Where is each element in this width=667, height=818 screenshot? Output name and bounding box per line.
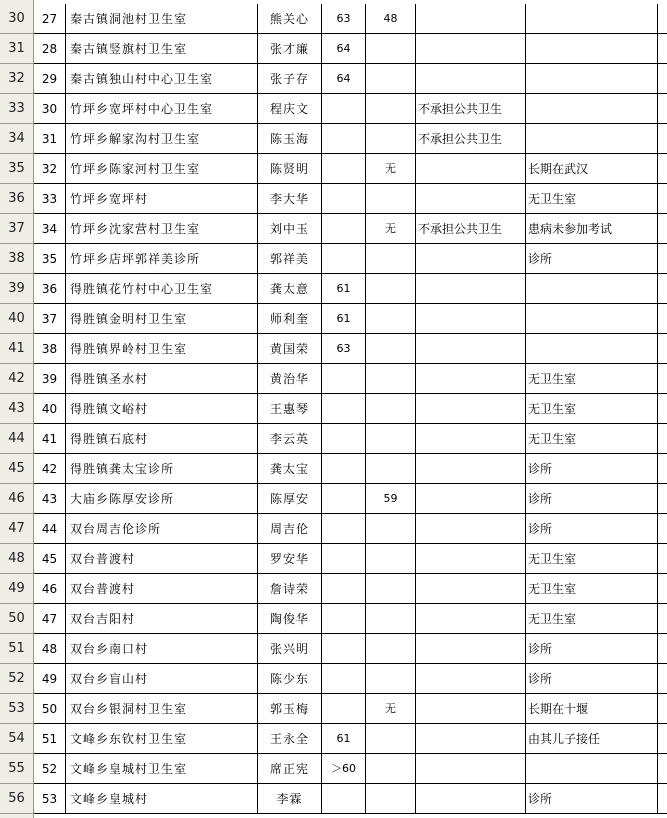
cell-score-2[interactable] [366,664,416,694]
cell-person-name[interactable]: 陶俊华 [258,604,322,634]
cell-clinic-name[interactable]: 双台吉阳村 [66,604,258,634]
cell-score-2[interactable] [366,454,416,484]
cell-clinic-name[interactable]: 竹坪乡宽坪村中心卫生室 [66,94,258,124]
cell-clinic-name[interactable]: 竹坪乡解家沟村卫生室 [66,124,258,154]
row-header-number[interactable]: 34 [0,124,34,154]
cell-note-public-health[interactable] [416,424,526,454]
cell-note-public-health[interactable] [416,454,526,484]
cell-score-1[interactable] [322,454,366,484]
cell-index[interactable]: 47 [34,604,66,634]
cell-person-name[interactable]: 周吉伦 [258,514,322,544]
cell-next-column[interactable] [658,724,667,754]
cell-next-column[interactable] [658,244,667,274]
table-row [0,544,667,574]
row-header-number[interactable]: 53 [0,694,34,724]
cell-next-column[interactable] [658,604,667,634]
cell-clinic-name[interactable]: 文峰乡东钦村卫生室 [66,724,258,754]
table-row [0,514,667,544]
cell-next-column[interactable] [658,124,667,154]
cell-next-column[interactable] [658,574,667,604]
row-header-number[interactable]: 39 [0,274,34,304]
cell-clinic-name[interactable]: 秦古镇独山村中心卫生室 [66,64,258,94]
cell-person-name[interactable]: 陈玉海 [258,124,322,154]
row-header-number[interactable]: 51 [0,634,34,664]
cell-next-column[interactable] [658,694,667,724]
cell-score-2[interactable] [366,184,416,214]
cell-score-1[interactable] [322,544,366,574]
cell-clinic-name[interactable]: 得胜镇金明村卫生室 [66,304,258,334]
cell-next-column[interactable] [658,544,667,574]
cell-note-public-health[interactable]: 不承担公共卫生 [416,214,526,244]
cell-remark[interactable]: 无卫生室 [526,424,658,454]
row-header-number[interactable]: 37 [0,214,34,244]
table-row [0,574,667,604]
table-row [0,454,667,484]
cell-remark[interactable]: 诊所 [526,634,658,664]
row-header-number[interactable]: 54 [0,724,34,754]
cell-note-public-health[interactable] [416,574,526,604]
cell-person-name[interactable]: 龚太意 [258,274,322,304]
cell-score-2[interactable] [366,544,416,574]
cell-note-public-health[interactable] [416,274,526,304]
cell-index[interactable]: 37 [34,304,66,334]
cell-index[interactable]: 49 [34,664,66,694]
row-header-number[interactable]: 46 [0,484,34,514]
cell-score-2[interactable] [366,124,416,154]
row-header-number[interactable]: 45 [0,454,34,484]
cell-index[interactable]: 50 [34,694,66,724]
cell-next-column[interactable] [658,754,667,784]
cell-remark[interactable]: 诊所 [526,664,658,694]
cell-person-name[interactable]: 陈厚安 [258,484,322,514]
table-row [0,64,667,94]
cell-score-1[interactable] [322,664,366,694]
cell-score-1[interactable] [322,214,366,244]
table-row [0,784,667,814]
cell-score-2[interactable] [366,244,416,274]
cell-next-column[interactable] [658,274,667,304]
cell-score-2[interactable] [366,724,416,754]
cell-next-column[interactable] [658,364,667,394]
cell-clinic-name[interactable]: 文峰乡皇城村 [66,784,258,814]
cell-clinic-name[interactable]: 秦古镇洞池村卫生室 [66,4,258,34]
cell-person-name[interactable]: 李霖 [258,784,322,814]
cell-index[interactable]: 40 [34,394,66,424]
cell-note-public-health[interactable] [416,634,526,664]
cell-score-2[interactable]: 59 [366,484,416,514]
cell-person-name[interactable]: 郭祥美 [258,244,322,274]
cell-person-name[interactable]: 程庆文 [258,94,322,124]
cell-note-public-health[interactable] [416,64,526,94]
cell-index[interactable]: 42 [34,454,66,484]
cell-score-1[interactable] [322,364,366,394]
cell-remark[interactable]: 患病未参加考试 [526,214,658,244]
cell-note-public-health[interactable] [416,724,526,754]
cell-score-1[interactable] [322,694,366,724]
cell-score-1[interactable]: 61 [322,304,366,334]
cell-score-1[interactable] [322,604,366,634]
cell-next-column[interactable] [658,214,667,244]
cell-remark[interactable]: 诊所 [526,244,658,274]
cell-remark[interactable] [526,124,658,154]
cell-person-name[interactable]: 王永全 [258,724,322,754]
cell-note-public-health[interactable] [416,34,526,64]
cell-remark[interactable]: 无卫生室 [526,544,658,574]
cell-remark[interactable] [526,64,658,94]
cell-clinic-name[interactable]: 得胜镇圣水村 [66,364,258,394]
cell-score-2[interactable] [366,364,416,394]
cell-remark[interactable]: 长期在十堰 [526,694,658,724]
cell-remark[interactable]: 诊所 [526,514,658,544]
table-row [0,484,667,514]
cell-note-public-health[interactable] [416,244,526,274]
table-row [0,754,667,784]
cell-index[interactable]: 35 [34,244,66,274]
table-row [0,274,667,304]
cell-note-public-health[interactable] [416,694,526,724]
table-row [0,304,667,334]
cell-next-column[interactable] [658,454,667,484]
cell-score-1[interactable] [322,394,366,424]
cell-person-name[interactable]: 黄国荣 [258,334,322,364]
cell-score-2[interactable] [366,274,416,304]
table-row [0,214,667,244]
cell-note-public-health[interactable] [416,184,526,214]
cell-score-1[interactable] [322,94,366,124]
cell-remark[interactable]: 无卫生室 [526,394,658,424]
cell-score-2[interactable]: 无 [366,694,416,724]
row-header-number[interactable]: 49 [0,574,34,604]
cell-person-name[interactable]: 詹诗荣 [258,574,322,604]
cell-next-column[interactable] [658,634,667,664]
cell-score-2[interactable] [366,514,416,544]
cell-index[interactable]: 32 [34,154,66,184]
cell-score-1[interactable] [322,634,366,664]
row-header-number[interactable]: 35 [0,154,34,184]
cell-score-1[interactable]: 61 [322,724,366,754]
cell-clinic-name[interactable]: 得胜镇花竹村中心卫生室 [66,274,258,304]
cell-next-column[interactable] [658,334,667,364]
cell-index[interactable]: 51 [34,724,66,754]
table-row [0,94,667,124]
cell-remark[interactable]: 长期在武汉 [526,154,658,184]
cell-clinic-name[interactable]: 文峰乡皇城村卫生室 [66,754,258,784]
row-header-number[interactable]: 56 [0,784,34,814]
row-header-number[interactable]: 41 [0,334,34,364]
cell-person-name[interactable]: 李大华 [258,184,322,214]
table-row [0,724,667,754]
cell-remark[interactable]: 由其儿子接任 [526,724,658,754]
table-row [0,184,667,214]
cell-next-column[interactable] [658,304,667,334]
cell-score-2[interactable] [366,304,416,334]
cell-note-public-health[interactable] [416,304,526,334]
cell-score-1[interactable]: 64 [322,64,366,94]
cell-score-2[interactable] [366,394,416,424]
cell-score-2[interactable]: 无 [366,214,416,244]
cell-remark[interactable]: 诊所 [526,454,658,484]
cell-note-public-health[interactable] [416,784,526,814]
cell-score-1[interactable] [322,244,366,274]
cell-person-name[interactable]: 席正宪 [258,754,322,784]
cell-next-column[interactable] [658,184,667,214]
cell-remark[interactable]: 无卫生室 [526,364,658,394]
cell-note-public-health[interactable] [416,484,526,514]
cell-clinic-name[interactable]: 秦古镇竖旗村卫生室 [66,34,258,64]
cell-index[interactable]: 36 [34,274,66,304]
cell-index[interactable]: 31 [34,124,66,154]
cell-remark[interactable]: 无卫生室 [526,604,658,634]
cell-score-2[interactable] [366,604,416,634]
cell-score-1[interactable] [322,574,366,604]
cell-index[interactable]: 53 [34,784,66,814]
table-row [0,154,667,184]
cell-score-1[interactable] [322,184,366,214]
cell-score-2[interactable] [366,574,416,604]
cell-index[interactable]: 52 [34,754,66,784]
cell-score-2[interactable] [366,754,416,784]
cell-remark[interactable]: 诊所 [526,484,658,514]
cell-note-public-health[interactable] [416,394,526,424]
cell-score-2[interactable] [366,64,416,94]
cell-score-2[interactable] [366,634,416,664]
row-header-number[interactable]: 50 [0,604,34,634]
table-row [0,124,667,154]
cell-index[interactable]: 45 [34,544,66,574]
row-header-number[interactable]: 33 [0,94,34,124]
cell-score-2[interactable] [366,784,416,814]
cell-index[interactable]: 44 [34,514,66,544]
cell-clinic-name[interactable]: 竹坪乡宽坪村 [66,184,258,214]
cell-next-column[interactable] [658,94,667,124]
cell-index[interactable]: 39 [34,364,66,394]
cell-note-public-health[interactable] [416,364,526,394]
cell-score-1[interactable]: 61 [322,274,366,304]
cell-next-column[interactable] [658,34,667,64]
cell-index[interactable]: 29 [34,64,66,94]
cell-score-1[interactable] [322,514,366,544]
cell-clinic-name[interactable]: 得胜镇石底村 [66,424,258,454]
table-row [0,34,667,64]
cell-index[interactable]: 34 [34,214,66,244]
cell-person-name[interactable]: 张兴明 [258,634,322,664]
cell-person-name[interactable]: 罗安华 [258,544,322,574]
cell-score-2[interactable] [366,424,416,454]
cell-clinic-name[interactable]: 双台普渡村 [66,544,258,574]
cell-person-name[interactable]: 陈少东 [258,664,322,694]
cell-score-1[interactable]: ＞60 [322,754,366,784]
row-header-number[interactable]: 47 [0,514,34,544]
row-header-number[interactable]: 38 [0,244,34,274]
cell-next-column[interactable] [658,664,667,694]
cell-score-1[interactable]: 64 [322,34,366,64]
cell-score-1[interactable] [322,124,366,154]
cell-score-2[interactable] [366,94,416,124]
cell-note-public-health[interactable]: 不承担公共卫生 [416,94,526,124]
cell-remark[interactable]: 无卫生室 [526,184,658,214]
cell-index[interactable]: 46 [34,574,66,604]
cell-note-public-health[interactable]: 不承担公共卫生 [416,124,526,154]
table-row [0,634,667,664]
cell-clinic-name[interactable]: 竹坪乡沈家营村卫生室 [66,214,258,244]
cell-clinic-name[interactable]: 得胜镇文峪村 [66,394,258,424]
cell-remark[interactable] [526,304,658,334]
table-row [0,394,667,424]
row-header-number[interactable]: 43 [0,394,34,424]
cell-note-public-health[interactable] [416,334,526,364]
table-row [0,664,667,694]
cell-next-column[interactable] [658,64,667,94]
cell-score-2[interactable]: 无 [366,154,416,184]
cell-person-name[interactable]: 龚太宝 [258,454,322,484]
cell-person-name[interactable]: 师利奎 [258,304,322,334]
cell-score-2[interactable]: 48 [366,4,416,34]
cell-score-1[interactable] [322,784,366,814]
cell-index[interactable]: 27 [34,4,66,34]
cell-score-1[interactable]: 63 [322,334,366,364]
cell-next-column[interactable] [658,154,667,184]
cell-person-name[interactable]: 熊关心 [258,4,322,34]
cell-index[interactable]: 30 [34,94,66,124]
row-header-number[interactable]: 36 [0,184,34,214]
cell-remark[interactable] [526,754,658,784]
cell-score-2[interactable] [366,334,416,364]
cell-next-column[interactable] [658,424,667,454]
cell-clinic-name[interactable]: 双台乡盲山村 [66,664,258,694]
cell-clinic-name[interactable]: 竹坪乡陈家河村卫生室 [66,154,258,184]
cell-person-name[interactable]: 黄治华 [258,364,322,394]
row-header-number[interactable]: 42 [0,364,34,394]
row-header-number[interactable]: 48 [0,544,34,574]
cell-clinic-name[interactable]: 竹坪乡店坪郭祥美诊所 [66,244,258,274]
cell-score-1[interactable] [322,424,366,454]
cell-next-column[interactable] [658,784,667,814]
row-header-number[interactable]: 30 [0,4,34,34]
cell-person-name[interactable]: 郭玉梅 [258,694,322,724]
table-row [0,4,667,34]
table-row [0,694,667,724]
cell-remark[interactable]: 无卫生室 [526,574,658,604]
row-header-number[interactable]: 32 [0,64,34,94]
cell-clinic-name[interactable]: 得胜镇龚太宝诊所 [66,454,258,484]
row-header-number[interactable]: 40 [0,304,34,334]
cell-index[interactable]: 38 [34,334,66,364]
cell-next-column[interactable] [658,4,667,34]
cell-index[interactable]: 41 [34,424,66,454]
cell-remark[interactable]: 诊所 [526,784,658,814]
cell-index[interactable]: 33 [34,184,66,214]
cell-note-public-health[interactable] [416,604,526,634]
cell-remark[interactable] [526,274,658,304]
cell-score-1[interactable]: 63 [322,4,366,34]
cell-person-name[interactable]: 张才廉 [258,34,322,64]
cell-next-column[interactable] [658,394,667,424]
cell-remark[interactable] [526,4,658,34]
cell-note-public-health[interactable] [416,544,526,574]
cell-remark[interactable] [526,34,658,64]
cell-note-public-health[interactable] [416,514,526,544]
cell-clinic-name[interactable]: 双台乡南口村 [66,634,258,664]
cell-index[interactable]: 43 [34,484,66,514]
cell-note-public-health[interactable] [416,4,526,34]
cell-person-name[interactable]: 陈贤明 [258,154,322,184]
cell-person-name[interactable]: 王惠琴 [258,394,322,424]
table-row [0,334,667,364]
cell-remark[interactable] [526,334,658,364]
cell-next-column[interactable] [658,484,667,514]
cell-person-name[interactable]: 张子存 [258,64,322,94]
row-header-number[interactable]: 44 [0,424,34,454]
cell-note-public-health[interactable] [416,154,526,184]
table-row [0,244,667,274]
row-header-number[interactable]: 52 [0,664,34,694]
cell-clinic-name[interactable]: 双台普渡村 [66,574,258,604]
cell-note-public-health[interactable] [416,664,526,694]
row-header-number[interactable]: 55 [0,754,34,784]
row-header-number[interactable]: 31 [0,34,34,64]
cell-score-2[interactable] [366,34,416,64]
cell-clinic-name[interactable]: 双台周吉伦诊所 [66,514,258,544]
cell-score-1[interactable] [322,154,366,184]
table-row [0,364,667,394]
cell-person-name[interactable]: 刘中玉 [258,214,322,244]
cell-index[interactable]: 28 [34,34,66,64]
cell-score-1[interactable] [322,484,366,514]
cell-note-public-health[interactable] [416,754,526,784]
cell-clinic-name[interactable]: 大庙乡陈厚安诊所 [66,484,258,514]
cell-next-column[interactable] [658,514,667,544]
cell-index[interactable]: 48 [34,634,66,664]
table-row [0,424,667,454]
table-row [0,604,667,634]
cell-clinic-name[interactable]: 双台乡银洞村卫生室 [66,694,258,724]
cell-person-name[interactable]: 李云英 [258,424,322,454]
cell-remark[interactable] [526,94,658,124]
cell-clinic-name[interactable]: 得胜镇界岭村卫生室 [66,334,258,364]
